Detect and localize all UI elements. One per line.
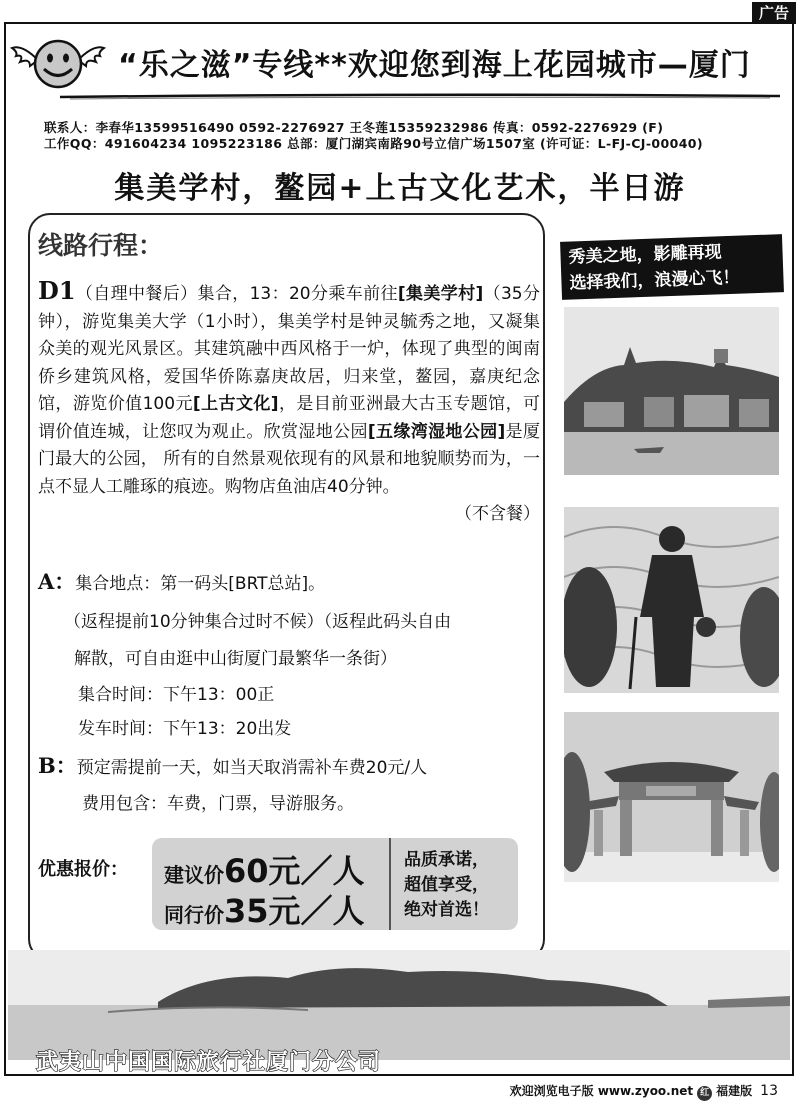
- peer-price-value: 35元／人: [224, 892, 365, 930]
- brand-badge-icon: 红: [697, 1086, 712, 1101]
- d1-label: D1: [38, 276, 76, 305]
- depart-time: 发车时间：下午13：20出发: [78, 719, 292, 739]
- tour-subtitle: 集美学村，鳌园+上古文化艺术，半日游: [114, 171, 686, 206]
- d1-text: 是厦门最大的公园， 所有的自然景观依现有的风景和地貌顺势而为，一点不显人工雕琢的痕迹。购物店鱼油店40分钟。: [38, 421, 541, 497]
- promise-line: 超值享受，: [404, 875, 489, 895]
- tag-jimei: [集美学村]: [397, 284, 484, 304]
- gather-time: 集合时间：下午13：00正: [78, 685, 275, 705]
- smiley-logo-icon: [10, 34, 106, 92]
- slogan-line-1: 秀美之地，影雕再现: [568, 242, 722, 268]
- header-underline: [60, 92, 780, 100]
- fee-includes: 费用包含：车费，门票，导游服务。: [82, 794, 354, 814]
- footer: [510, 1082, 778, 1101]
- suggested-price-value: 60元／人: [224, 852, 365, 890]
- d1-text: （自理中餐后）集合，13：20分乘车前往: [75, 284, 398, 304]
- jimei-gate-photo: [564, 712, 779, 882]
- contact-line-1: 联系人：李春华13599516490 0592-2276927 王冬莲15359232986 传真：0592-2276929 (F): [44, 120, 664, 135]
- footer-edition: 福建版: [716, 1084, 753, 1098]
- return-note-1: （返程提前10分钟集合过时不候）（返程此码头自由: [64, 612, 452, 632]
- quality-promise: [404, 848, 489, 923]
- booking-note: 预定需提前一天，如当天取消需补车费20元/人: [76, 758, 428, 778]
- price-divider: [389, 838, 391, 930]
- ad-tag: 广告: [752, 2, 796, 24]
- contact-line-2: 工作QQ：491604234 1095223186 总部：厦门湖宾南路90号立信广场1507室 (许可证：L-FJ-CJ-00040): [44, 136, 704, 151]
- slogan-banner: [560, 234, 784, 300]
- tag-shanggu: [上古文化]: [192, 394, 279, 414]
- meeting-point-row: [38, 566, 325, 596]
- gulangyu-photo: [564, 307, 779, 475]
- b-label: B：: [38, 753, 77, 778]
- company-name: 武夷山中国国际旅行社厦门分公司: [36, 1050, 382, 1075]
- header-title: “乐之滋”专线**欢迎您到海上花园城市—厦门: [118, 48, 751, 83]
- footer-site: 欢迎浏览电子版 www.zyoo.net: [509, 1084, 694, 1098]
- peer-price-label: 同行价: [164, 903, 224, 927]
- tag-wetland: [五缘湾湿地公园]: [367, 421, 506, 442]
- d1-text: ，是目前亚洲最大古玉专题馆，可谓价值连城，让您叹为观止。欣赏湿地公园: [38, 394, 541, 442]
- price-label: 优惠报价：: [38, 859, 128, 880]
- no-meal-note: （不含餐）: [455, 504, 540, 524]
- d1-text: （35分钟），游览集美大学（1小时），集美学村是钟灵毓秀之地，又凝集众美的观光风景区。其建筑融中西风格于一炉，体现了典型的闽南侨乡建筑风格，爱国华侨陈嘉庚故居，归来堂，鳌园，嘉庚纪念馆，游览价值100元: [38, 284, 540, 414]
- chen-kah-kee-statue-photo: [564, 507, 779, 693]
- meeting-point: 集合地点：第一码头[BRT总站]。: [75, 574, 326, 594]
- island-panorama: [8, 950, 790, 1060]
- return-note-2: 解散，可自由逛中山街厦门最繁华一条街）: [74, 649, 397, 669]
- page-number: 13: [760, 1083, 778, 1099]
- peer-price: [164, 886, 365, 932]
- itinerary-title: 线路行程：: [38, 231, 164, 260]
- slogan-line-2: 选择我们，浪漫心飞！: [569, 267, 740, 294]
- a-label: A：: [38, 569, 76, 594]
- itinerary-d1: [38, 277, 540, 529]
- promise-line: 品质承诺，: [404, 850, 489, 870]
- booking-row: [38, 750, 427, 780]
- suggested-price-label: 建议价: [164, 863, 224, 887]
- promise-line: 绝对首选！: [404, 900, 489, 920]
